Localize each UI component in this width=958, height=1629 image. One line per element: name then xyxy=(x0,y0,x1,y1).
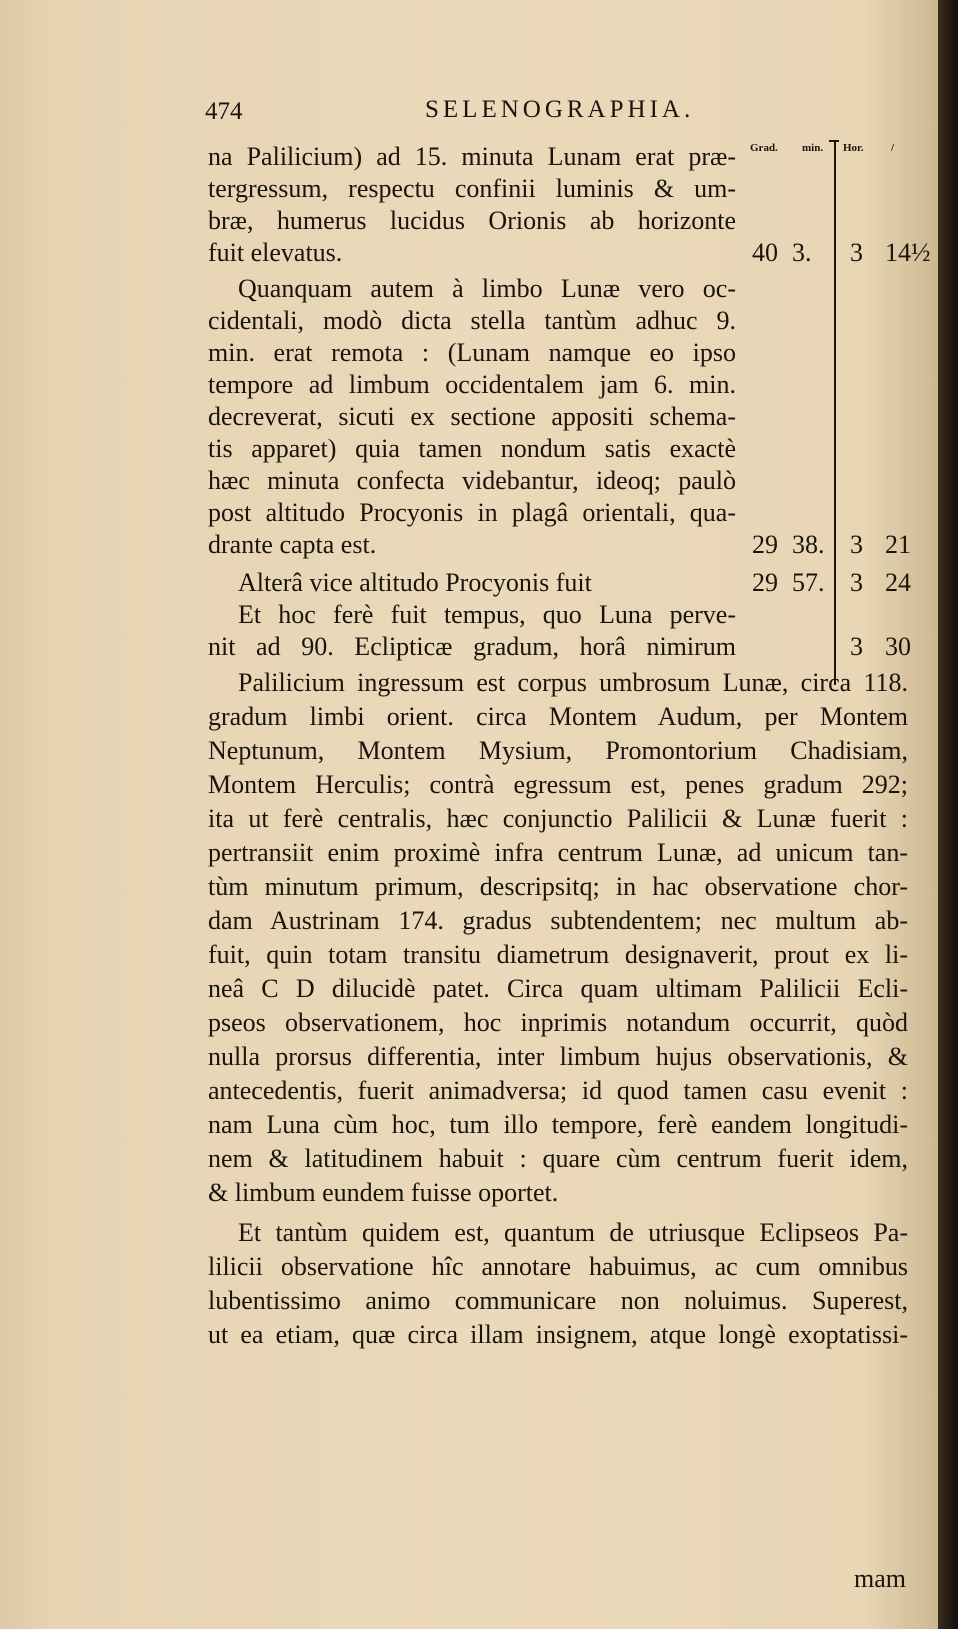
col-head-hor: Hor. xyxy=(843,142,864,154)
col-head-min: min. xyxy=(802,142,824,154)
text-line: na Palilicium) ad 15. minuta Lunam erat præ- xyxy=(208,142,736,171)
text-line: nulla prorsus differentia, inter limbum hujus observationis, & xyxy=(208,1042,908,1071)
text-line: post altitudo Procyonis in plagâ orientali, qua- xyxy=(208,498,736,527)
text-line: tempore ad limbum occidentalem jam 6. min. xyxy=(208,370,736,399)
table-cell-min: 57. xyxy=(792,568,825,597)
table-cell-sec: 24 xyxy=(885,568,911,597)
table-cell-hor: 3 xyxy=(850,568,863,597)
page-edge xyxy=(938,0,958,1629)
text-line: pertransiit enim proximè infra centrum Lunæ, ad unicum tan- xyxy=(208,838,908,867)
text-line: drante capta est. xyxy=(208,530,377,559)
text-line: Et tantùm quidem est, quantum de utriusque Eclipseos Pa- xyxy=(238,1218,908,1247)
text-line: cidentali, modò dicta stella tantùm adhuc 9. xyxy=(208,306,736,335)
text-line: antecedentis, fuerit animadversa; id quod tamen casu evenit : xyxy=(208,1076,908,1105)
text-line: pseos observationem, hoc inprimis notandum occurrit, quòd xyxy=(208,1008,908,1037)
catchword: mam xyxy=(854,1564,906,1593)
text-line: bræ, humerus lucidus Orionis ab horizonte xyxy=(208,206,736,235)
text-line: fuit elevatus. xyxy=(208,238,343,267)
text-line: lilicii observatione hîc annotare habuimus, ac cum omnibus xyxy=(208,1252,908,1281)
text-line: fuit, quin totam transitu diametrum designaverit, prout ex li- xyxy=(208,940,908,969)
table-cell-grad: 29 xyxy=(752,530,778,559)
col-head-grad: Grad. xyxy=(750,142,778,154)
table-cell-grad: 29 xyxy=(752,568,778,597)
text-line: Et hoc ferè fuit tempus, quo Luna perve- xyxy=(238,600,736,629)
text-line: hæc minuta confecta videbantur, ideoq; paulò xyxy=(208,466,736,495)
text-line: Montem Herculis; contrà egressum est, penes gradum 292; xyxy=(208,770,908,799)
table-cell-min: 3. xyxy=(792,238,812,267)
text-line: min. erat remota : (Lunam namque eo ipso xyxy=(208,338,736,367)
text-line: lubentissimo animo communicare non noluimus. Superest, xyxy=(208,1286,908,1315)
text-line: Quanquam autem à limbo Lunæ vero oc- xyxy=(238,274,736,303)
text-line: dam Austrinam 174. gradus subtendentem; nec multum ab- xyxy=(208,906,908,935)
col-head-sec: / xyxy=(891,142,895,154)
table-vertical-rule xyxy=(834,140,836,685)
text-line: nit ad 90. Eclipticæ gradum, horâ nimirum xyxy=(208,632,736,661)
text-line: Palilicium ingressum est corpus umbrosum Lunæ, circa 118. xyxy=(238,668,908,697)
text-line: neâ C D dilucidè patet. Circa quam ultimam Palilicii Ecli- xyxy=(208,974,908,1003)
text-line: ita ut ferè centralis, hæc conjunctio Palilicii & Lunæ fuerit : xyxy=(208,804,908,833)
text-line: decreverat, sicuti ex sectione appositi schema- xyxy=(208,402,736,431)
table-cell-sec: 30 xyxy=(885,632,911,661)
text-line: Alterâ vice altitudo Procyonis fuit xyxy=(238,568,592,597)
table-cell-sec: 21 xyxy=(885,530,911,559)
table-cell-hor: 3 xyxy=(850,530,863,559)
table-cell-hor: 3 xyxy=(850,632,863,661)
text-line: tùm minutum primum, descripsitq; in hac observatione chor- xyxy=(208,872,908,901)
text-line: Neptunum, Montem Mysium, Promontorium Chadisiam, xyxy=(208,736,908,765)
table-top-tick xyxy=(829,140,839,142)
text-line: tergressum, respectu confinii luminis & um- xyxy=(208,174,736,203)
table-cell-sec: 14½ xyxy=(885,238,931,267)
text-line: & limbum eundem fuisse oportet. xyxy=(208,1178,559,1207)
table-cell-min: 38. xyxy=(792,530,825,559)
table-cell-grad: 40 xyxy=(752,238,778,267)
text-line: tis apparet) quia tamen nondum satis exactè xyxy=(208,434,736,463)
text-line: nam Luna cùm hoc, tum illo tempore, ferè eandem longitudi- xyxy=(208,1110,908,1139)
table-cell-hor: 3 xyxy=(850,238,863,267)
page-number: 474 xyxy=(205,98,243,125)
text-line: ut ea etiam, quæ circa illam insignem, atque longè exoptatissi- xyxy=(208,1320,908,1349)
text-line: nem & latitudinem habuit : quare cùm centrum fuerit idem, xyxy=(208,1144,908,1173)
running-title: SELENOGRAPHIA. xyxy=(425,96,695,123)
text-line: gradum limbi orient. circa Montem Audum, per Montem xyxy=(208,702,908,731)
